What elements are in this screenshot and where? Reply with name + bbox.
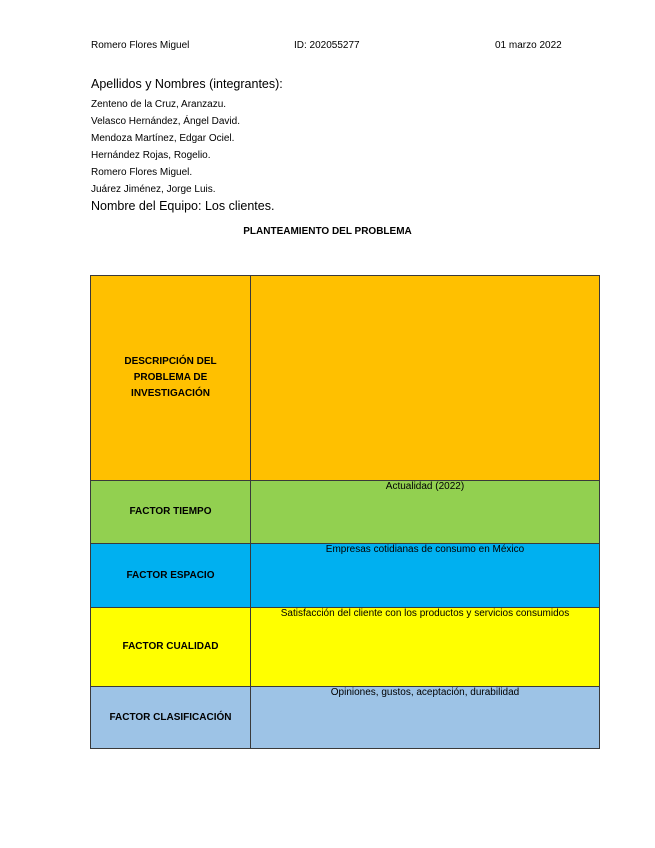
espacio-value: Empresas cotidianas de consumo en México xyxy=(251,544,600,608)
member-item: Juárez Jiménez, Jorge Luis. xyxy=(91,184,216,195)
team-name: Nombre del Equipo: Los clientes. xyxy=(91,199,275,213)
clasificacion-label: FACTOR CLASIFICACIÓN xyxy=(91,687,251,749)
row-description xyxy=(91,276,600,481)
header-date: 01 marzo 2022 xyxy=(495,40,562,51)
member-item: Zenteno de la Cruz, Aranzazu. xyxy=(91,99,227,110)
problem-table xyxy=(90,275,600,749)
tiempo-label: FACTOR TIEMPO xyxy=(91,481,251,544)
cualidad-label: FACTOR CUALIDAD xyxy=(91,608,251,687)
description-value xyxy=(251,276,600,481)
tiempo-value: Actualidad (2022) xyxy=(251,481,600,544)
row-clasificacion xyxy=(91,687,600,749)
description-label: DESCRIPCIÓN DEL PROBLEMA DE INVESTIGACIÓN xyxy=(91,276,251,481)
espacio-label: FACTOR ESPACIO xyxy=(91,544,251,608)
clasificacion-value: Opiniones, gustos, aceptación, durabilidad xyxy=(251,687,600,749)
member-item: Hernández Rojas, Rogelio. xyxy=(91,150,211,161)
member-item: Mendoza Martínez, Edgar Ociel. xyxy=(91,133,235,144)
header-id: ID: 202055277 xyxy=(294,40,360,51)
row-cualidad xyxy=(91,608,600,687)
row-espacio xyxy=(91,544,600,608)
document-title: PLANTEAMIENTO DEL PROBLEMA xyxy=(243,226,412,237)
member-item: Romero Flores Miguel. xyxy=(91,167,193,178)
member-item: Velasco Hernández, Ángel David. xyxy=(91,116,240,127)
header-author: Romero Flores Miguel xyxy=(91,40,190,51)
members-title: Apellidos y Nombres (integrantes): xyxy=(91,77,283,91)
row-tiempo xyxy=(91,481,600,544)
members-list xyxy=(91,96,240,198)
cualidad-value: Satisfacción del cliente con los productos y servicios consumidos xyxy=(251,608,600,687)
